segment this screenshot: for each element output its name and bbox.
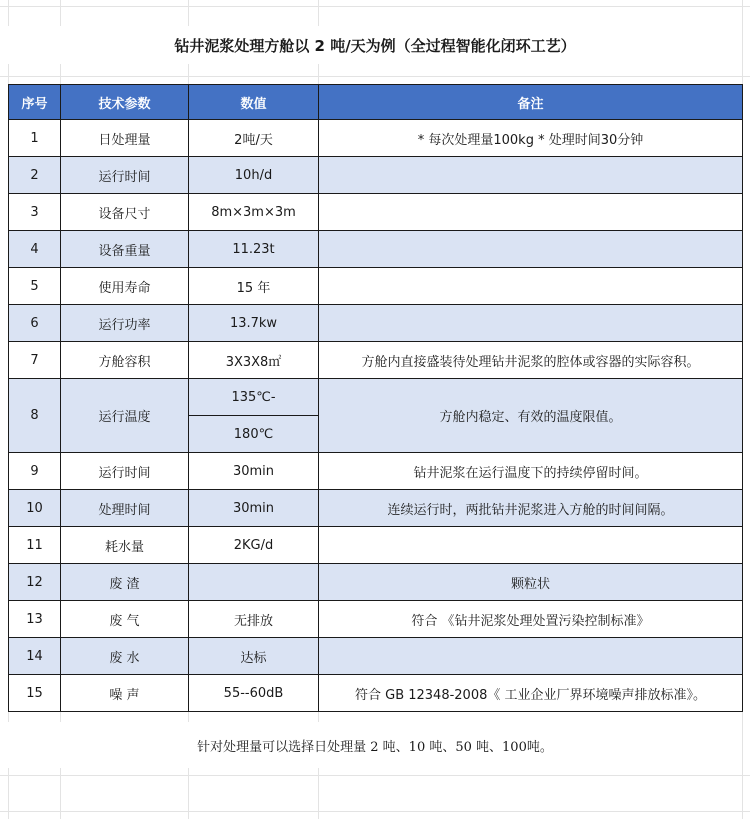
cell-note[interactable] [319, 231, 743, 268]
cell-value[interactable]: 3X3X8㎡ [189, 342, 319, 379]
table-row [9, 564, 743, 601]
cell-note[interactable] [319, 157, 743, 194]
cell-no[interactable]: 9 [9, 453, 61, 490]
cell-value[interactable]: 2KG/d [189, 527, 319, 564]
cell-no[interactable]: 15 [9, 675, 61, 712]
cell-value[interactable]: 10h/d [189, 157, 319, 194]
cell-param[interactable]: 设备尺寸 [61, 194, 189, 231]
cell-note[interactable] [319, 268, 743, 305]
cell-no[interactable]: 6 [9, 305, 61, 342]
table-row [9, 231, 743, 268]
header-param[interactable]: 技术参数 [61, 85, 189, 120]
table-row [9, 638, 743, 675]
cell-value[interactable]: 30min [189, 453, 319, 490]
cell-note[interactable] [319, 527, 743, 564]
cell-value[interactable]: 30min [189, 490, 319, 527]
cell-param[interactable]: 废 水 [61, 638, 189, 675]
cell-no[interactable]: 2 [9, 157, 61, 194]
cell-note[interactable]: 方舱内稳定、有效的温度限值。 [319, 379, 743, 453]
cell-value[interactable] [189, 564, 319, 601]
cell-no[interactable]: 11 [9, 527, 61, 564]
header-no[interactable]: 序号 [9, 85, 61, 120]
cell-note[interactable]: 钻井泥浆在运行温度下的持续停留时间。 [319, 453, 743, 490]
gridline [0, 775, 750, 776]
gridline [0, 6, 750, 7]
table-row [9, 490, 743, 527]
cell-no[interactable]: 5 [9, 268, 61, 305]
table-row [9, 379, 743, 416]
cell-param[interactable]: 方舱容积 [61, 342, 189, 379]
cell-note[interactable]: 符合 GB 12348-2008《 工业企业厂界环境噪声排放标准》。 [319, 675, 743, 712]
table-row [9, 194, 743, 231]
gridline [0, 811, 750, 812]
cell-no[interactable]: 13 [9, 601, 61, 638]
cell-no[interactable]: 14 [9, 638, 61, 675]
cell-no[interactable]: 8 [9, 379, 61, 453]
table-row [9, 675, 743, 712]
cell-param[interactable]: 运行时间 [61, 157, 189, 194]
cell-param[interactable]: 运行时间 [61, 453, 189, 490]
cell-param[interactable]: 运行温度 [61, 379, 189, 453]
cell-value[interactable]: 135℃- [189, 379, 319, 416]
cell-value[interactable]: 2吨/天 [189, 120, 319, 157]
cell-note[interactable]: 符合 《钻井泥浆处理处置污染控制标准》 [319, 601, 743, 638]
table-row [9, 527, 743, 564]
table-row [9, 601, 743, 638]
header-note[interactable]: 备注 [319, 85, 743, 120]
cell-note[interactable]: 连续运行时，两批钻井泥浆进入方舱的时间间隔。 [319, 490, 743, 527]
cell-param[interactable]: 噪 声 [61, 675, 189, 712]
cell-no[interactable]: 1 [9, 120, 61, 157]
table-row [9, 453, 743, 490]
cell-param[interactable]: 使用寿命 [61, 268, 189, 305]
cell-value[interactable]: 11.23t [189, 231, 319, 268]
cell-value[interactable]: 55--60dB [189, 675, 319, 712]
table-row [9, 305, 743, 342]
cell-param[interactable]: 日处理量 [61, 120, 189, 157]
cell-no[interactable]: 10 [9, 490, 61, 527]
cell-value[interactable]: 8m×3m×3m [189, 194, 319, 231]
cell-param[interactable]: 废 气 [61, 601, 189, 638]
cell-note[interactable] [319, 194, 743, 231]
cell-note[interactable] [319, 305, 743, 342]
gridline [0, 76, 750, 77]
sheet-title: 钻井泥浆处理方舱以 2 吨/天为例（全过程智能化闭环工艺） [8, 26, 742, 64]
spec-table [8, 84, 743, 712]
cell-param[interactable]: 设备重量 [61, 231, 189, 268]
cell-value[interactable]: 13.7kw [189, 305, 319, 342]
table-header-row [9, 85, 743, 120]
cell-value[interactable]: 15 年 [189, 268, 319, 305]
cell-value[interactable]: 无排放 [189, 601, 319, 638]
cell-no[interactable]: 7 [9, 342, 61, 379]
cell-param[interactable]: 废 渣 [61, 564, 189, 601]
cell-no[interactable]: 3 [9, 194, 61, 231]
cell-note[interactable]: 方舱内直接盛装待处理钻井泥浆的腔体或容器的实际容积。 [319, 342, 743, 379]
cell-value-2[interactable]: 180℃ [189, 416, 319, 453]
cell-no[interactable]: 12 [9, 564, 61, 601]
cell-note[interactable]: * 每次处理量100kg * 处理时间30分钟 [319, 120, 743, 157]
cell-note[interactable] [319, 638, 743, 675]
table-row [9, 120, 743, 157]
header-value[interactable]: 数值 [189, 85, 319, 120]
cell-value[interactable]: 达标 [189, 638, 319, 675]
footer-note: 针对处理量可以选择日处理量 2 吨、10 吨、50 吨、100吨。 [8, 722, 742, 768]
table-row [9, 342, 743, 379]
cell-param[interactable]: 处理时间 [61, 490, 189, 527]
cell-param[interactable]: 运行功率 [61, 305, 189, 342]
cell-no[interactable]: 4 [9, 231, 61, 268]
cell-param[interactable]: 耗水量 [61, 527, 189, 564]
table-row [9, 268, 743, 305]
table-row [9, 157, 743, 194]
cell-note[interactable]: 颗粒状 [319, 564, 743, 601]
